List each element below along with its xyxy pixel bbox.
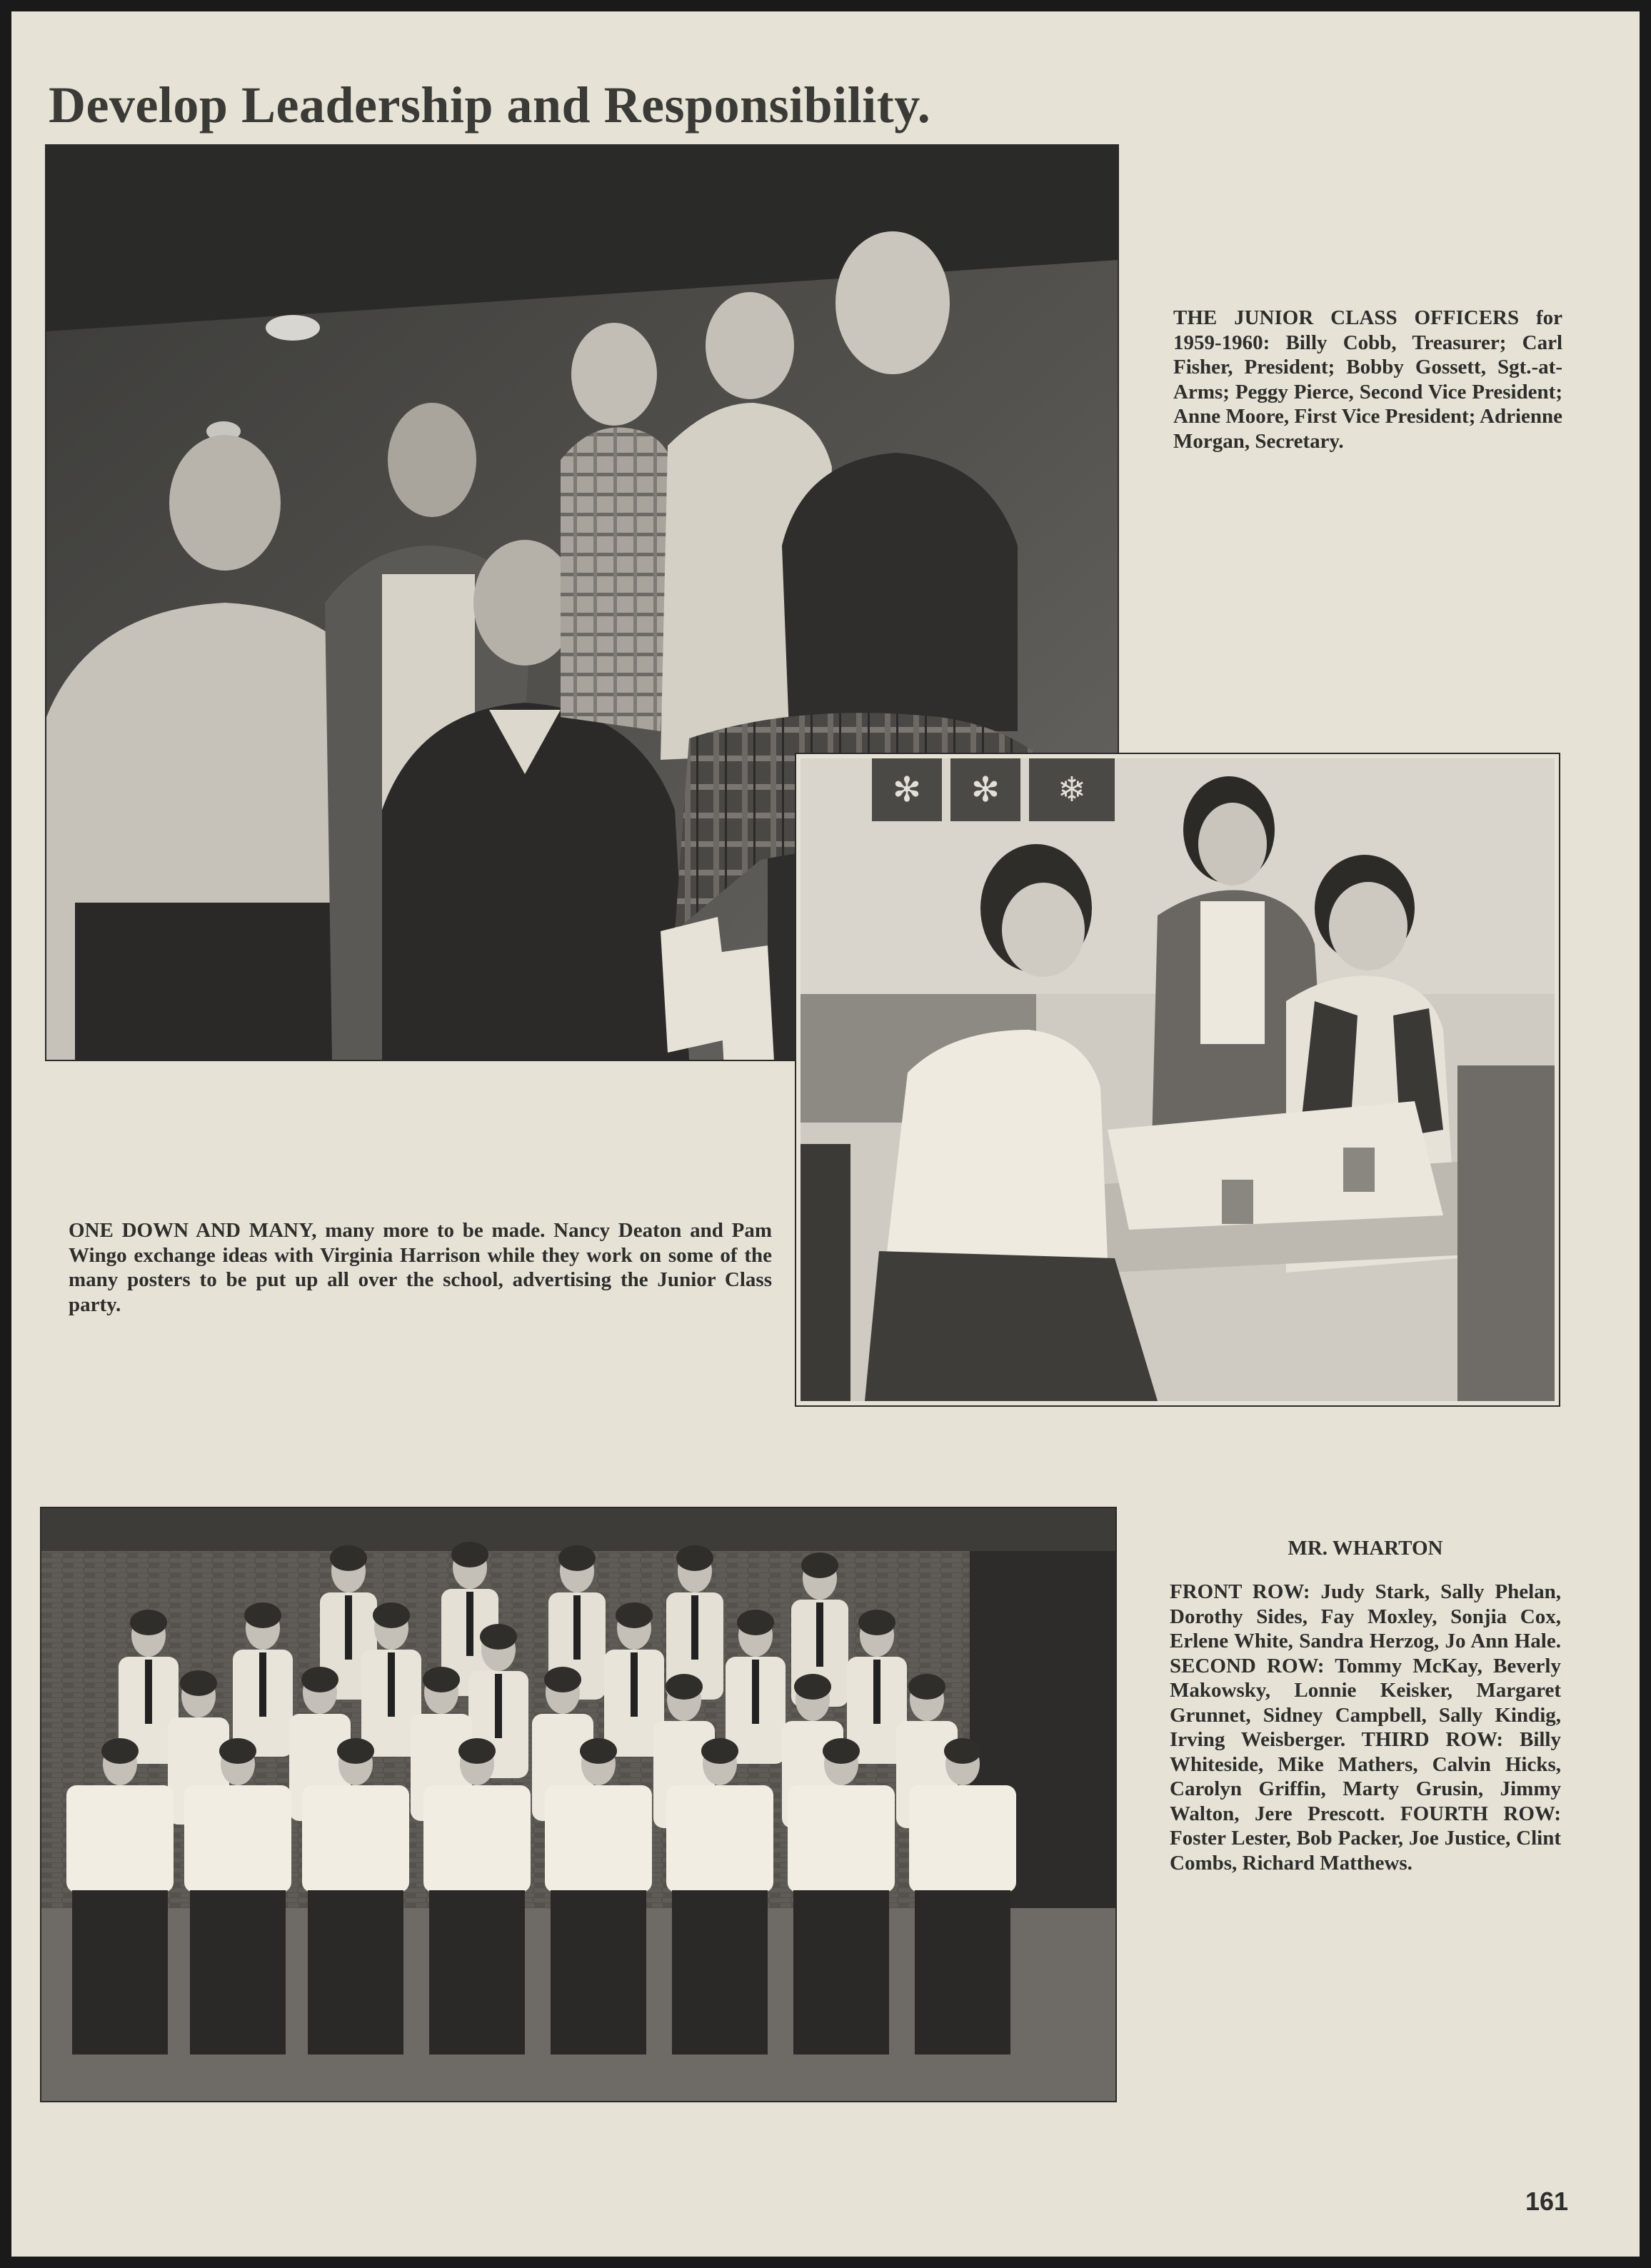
svg-text:✻: ✻: [892, 770, 922, 810]
class-officers-caption: THE JUNIOR CLASS OFFICERS for 1959-1960: Billy Cobb, Treasurer; Carl Fisher, President; Bobby Gossett, Sgt.-at-Arms; Peggy Pierce, Second Vice President; Anne Moore, First Vice President; Adrienne Morgan, Secretary.: [1173, 306, 1563, 453]
poster-making-photo: [796, 754, 1559, 1405]
homeroom-caption: FRONT ROW: Judy Stark, Sally Phelan, Dorothy Sides, Fay Moxley, Sonjia Cox, Erlene White, Sandra Herzog, Jo Ann Hale. SECOND ROW: Tommy McKay, Beverly Makowsky, Lonnie Keisker, Margaret Grunnet, Sidney Campbell, Sally Kindig, Irving Weisberger. THIRD ROW: Billy Whiteside, Mike Mathers, Calvin Hicks, Carolyn Griffin, Marty Grusin, Jimmy Walton, Jere Prescott. FOURTH ROW: Foster Lester, Bob Packer, Joe Justice, Clint Combs, Richard Matthews.: [1170, 1580, 1561, 1875]
page-headline: Develop Leadership and Responsibility.: [49, 76, 931, 134]
poster-making-caption: ONE DOWN AND MANY, many more to be made. Nancy Deaton and Pam Wingo exchange ideas with Virginia Harrison while they work on some of the many posters to be put up all over the school, advertising the Junior Class party.: [69, 1219, 772, 1316]
svg-text:❄: ❄: [1057, 770, 1087, 810]
svg-text:✻: ✻: [970, 770, 1000, 810]
homeroom-group-photo: [40, 1507, 1117, 2102]
page-number: 161: [1525, 2187, 1569, 2216]
homeroom-teacher-name: MR. WHARTON: [1288, 1537, 1443, 1560]
yearbook-page: [11, 11, 1640, 2257]
